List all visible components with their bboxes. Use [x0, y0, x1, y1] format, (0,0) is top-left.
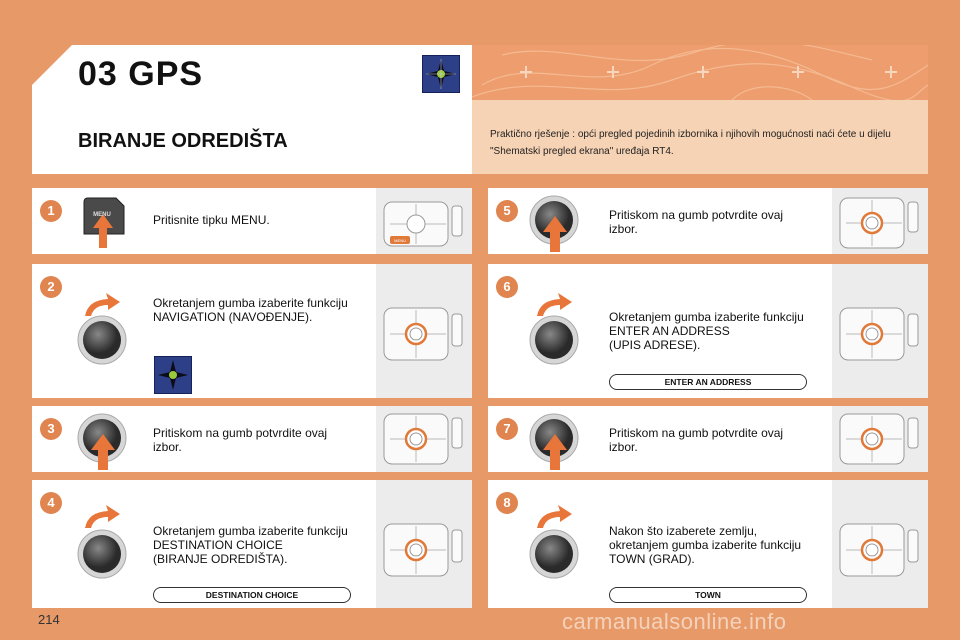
step-4	[32, 480, 472, 608]
step-text	[153, 524, 348, 566]
menu-key-icon	[78, 194, 128, 250]
radio-panel-icon	[376, 188, 472, 254]
rotate-arrow-icon	[534, 504, 574, 530]
menu-option-destination-choice[interactable]: DESTINATION CHOICE	[153, 587, 351, 603]
knob-icon[interactable]	[76, 528, 128, 580]
radio-panel-icon	[376, 264, 472, 398]
knob-icon[interactable]	[528, 528, 580, 580]
navigation-crosshair-icon	[422, 55, 460, 93]
navigation-crosshair-icon	[154, 356, 192, 394]
page-number: 214	[38, 612, 60, 627]
step-3	[32, 406, 472, 472]
step-6	[488, 264, 928, 398]
svg-text:MENU: MENU	[394, 238, 406, 243]
step-5	[488, 188, 928, 254]
step-number: 7	[496, 418, 518, 440]
knob-icon[interactable]	[528, 314, 580, 366]
step-2	[32, 264, 472, 398]
intro-line: "Shematski pregled ekrana" uređaja RT4.	[490, 146, 674, 157]
radio-panel-icon	[376, 406, 472, 472]
step-text	[609, 310, 804, 352]
knob-icon[interactable]	[76, 314, 128, 366]
rotate-arrow-icon	[82, 504, 122, 530]
step-line: izbor.	[609, 222, 638, 236]
radio-panel-icon	[832, 480, 928, 608]
step-text	[153, 426, 327, 454]
watermark: carmanualsonline.info	[562, 609, 787, 634]
step-number: 2	[40, 276, 62, 298]
step-line: Okretanjem gumba izaberite funkciju	[153, 296, 348, 310]
step-number: 6	[496, 276, 518, 298]
header-map-decoration	[472, 45, 928, 100]
step-line: Pritiskom na gumb potvrdite ovaj	[609, 208, 784, 222]
step-line: (UPIS ADRESE).	[609, 338, 701, 352]
step-line: ENTER AN ADDRESS	[609, 324, 730, 338]
step-line: Okretanjem gumba izaberite funkciju	[153, 524, 348, 538]
step-text	[609, 208, 783, 236]
chapter-title: 03 GPS	[78, 55, 204, 93]
step-line: (BIRANJE ODREDIŠTA).	[153, 552, 288, 566]
step-text	[609, 524, 801, 566]
push-arrow-icon	[542, 216, 568, 252]
topographic-map-icon	[472, 45, 928, 100]
step-number: 8	[496, 492, 518, 514]
step-text	[609, 426, 783, 454]
step-7	[488, 406, 928, 472]
step-text	[153, 296, 348, 324]
svg-text:MENU: MENU	[93, 212, 111, 218]
menu-option-town[interactable]: TOWN	[609, 587, 807, 603]
step-8	[488, 480, 928, 608]
step-line: DESTINATION CHOICE	[153, 538, 283, 552]
step-text	[153, 213, 270, 227]
step-number: 4	[40, 492, 62, 514]
step-line: izbor.	[609, 440, 638, 454]
intro-text	[490, 126, 910, 160]
radio-panel-icon	[832, 264, 928, 398]
menu-option-enter-an-address[interactable]: ENTER AN ADDRESS	[609, 374, 807, 390]
radio-panel-icon	[832, 406, 928, 472]
step-line: TOWN (GRAD).	[609, 552, 695, 566]
step-line: NAVIGATION (NAVOĐENJE).	[153, 310, 313, 324]
intro-line: Praktično rješenje : opći pregled pojedinih izbornika i njihovih mogućnosti naći ćete u dijelu	[490, 129, 891, 140]
step-line: Pritiskom na gumb potvrdite ovaj	[609, 426, 784, 440]
step-1	[32, 188, 472, 254]
step-line: Pritiskom na gumb potvrdite ovaj	[153, 426, 328, 440]
push-arrow-icon	[90, 434, 116, 470]
step-line: izbor.	[153, 440, 182, 454]
step-line: Okretanjem gumba izaberite funkciju	[609, 310, 804, 324]
radio-panel-icon	[376, 480, 472, 608]
step-line: okretanjem gumba izaberite funkciju	[609, 538, 802, 552]
step-number: 1	[40, 200, 62, 222]
step-line: Pritisnite tipku MENU.	[153, 213, 270, 227]
step-number: 5	[496, 200, 518, 222]
section-title: BIRANJE ODREDIŠTA	[78, 130, 288, 152]
step-number: 3	[40, 418, 62, 440]
radio-panel-icon	[832, 188, 928, 254]
step-line: Nakon što izaberete zemlju,	[609, 524, 758, 538]
push-arrow-icon	[542, 434, 568, 470]
